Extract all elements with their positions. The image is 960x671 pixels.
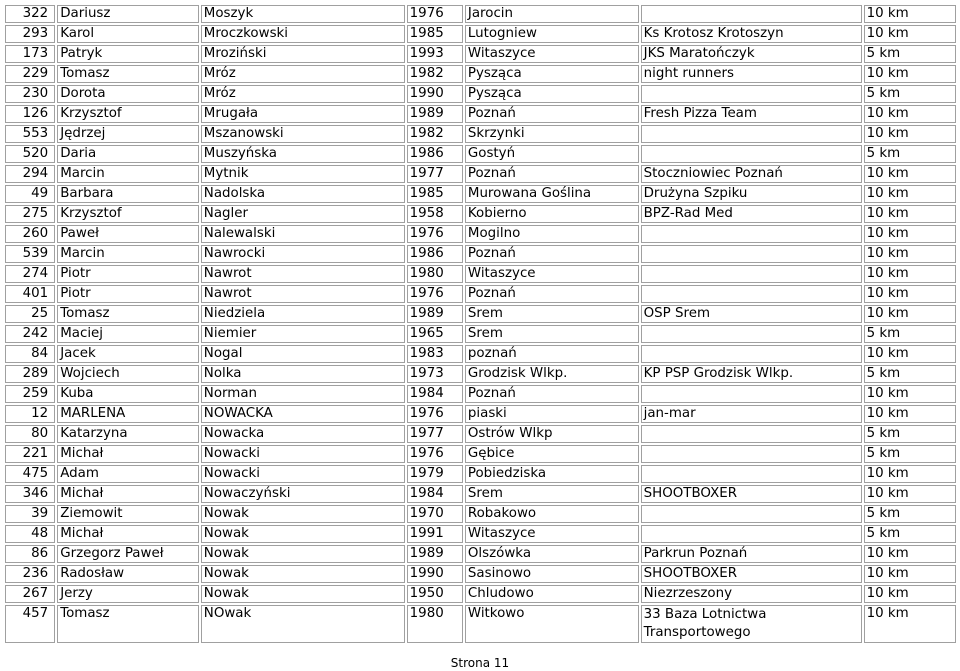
last-name-cell: Mytnik: [201, 165, 405, 183]
table-row: [5, 405, 956, 423]
table-row: [5, 65, 956, 83]
table-row: [5, 485, 956, 503]
table-row: [5, 225, 956, 243]
bib-number-cell: 242: [5, 325, 55, 343]
first-name-cell: Michał: [57, 485, 199, 503]
distance-cell: 10 km: [864, 225, 956, 243]
bib-number-cell: 322: [5, 5, 55, 23]
distance-cell: 10 km: [864, 105, 956, 123]
bib-number-cell: 39: [5, 505, 55, 523]
club-cell: Ks Krotosz Krotoszyn: [641, 25, 862, 43]
city-cell: Lutogniew: [465, 25, 639, 43]
first-name-cell: Patryk: [57, 45, 199, 63]
city-cell: Poznań: [465, 245, 639, 263]
club-cell: jan-mar: [641, 405, 862, 423]
first-name-cell: Karol: [57, 25, 199, 43]
city-cell: Witkowo: [465, 605, 639, 643]
table-row: [5, 605, 956, 643]
last-name-cell: Nowak: [201, 585, 405, 603]
birth-year-cell: 1976: [407, 5, 463, 23]
bib-number-cell: 80: [5, 425, 55, 443]
first-name-cell: Marcin: [57, 165, 199, 183]
last-name-cell: Nalewalski: [201, 225, 405, 243]
bib-number-cell: 229: [5, 65, 55, 83]
birth-year-cell: 1993: [407, 45, 463, 63]
club-cell: Parkrun Poznań: [641, 545, 862, 563]
club-cell: JKS Maratończyk: [641, 45, 862, 63]
city-cell: Śrem: [465, 305, 639, 323]
bib-number-cell: 126: [5, 105, 55, 123]
bib-number-cell: 475: [5, 465, 55, 483]
last-name-cell: Nogal: [201, 345, 405, 363]
bib-number-cell: 236: [5, 565, 55, 583]
first-name-cell: Grzegorz Paweł: [57, 545, 199, 563]
birth-year-cell: 1980: [407, 605, 463, 643]
club-cell: [641, 325, 862, 343]
city-cell: Witaszyce: [465, 45, 639, 63]
birth-year-cell: 1986: [407, 145, 463, 163]
table-row: [5, 165, 956, 183]
birth-year-cell: 1989: [407, 105, 463, 123]
table-row: [5, 425, 956, 443]
last-name-cell: Nadolska: [201, 185, 405, 203]
last-name-cell: Nowacki: [201, 465, 405, 483]
last-name-cell: Norman: [201, 385, 405, 403]
birth-year-cell: 1982: [407, 65, 463, 83]
club-cell: [641, 225, 862, 243]
bib-number-cell: 293: [5, 25, 55, 43]
distance-cell: 10 km: [864, 485, 956, 503]
city-cell: Śrem: [465, 485, 639, 503]
city-cell: Grodzisk Wlkp.: [465, 365, 639, 383]
birth-year-cell: 1984: [407, 385, 463, 403]
last-name-cell: Mroczkowski: [201, 25, 405, 43]
club-cell: [641, 265, 862, 283]
city-cell: Sasinowo: [465, 565, 639, 583]
club-cell: Niezrzeszony: [641, 585, 862, 603]
city-cell: Witaszyce: [465, 525, 639, 543]
city-cell: Śrem: [465, 325, 639, 343]
first-name-cell: Piotr: [57, 285, 199, 303]
distance-cell: 5 km: [864, 445, 956, 463]
birth-year-cell: 1985: [407, 185, 463, 203]
first-name-cell: Daria: [57, 145, 199, 163]
birth-year-cell: 1990: [407, 565, 463, 583]
birth-year-cell: 1950: [407, 585, 463, 603]
city-cell: Pobiedziska: [465, 465, 639, 483]
distance-cell: 10 km: [864, 285, 956, 303]
table-row: [5, 545, 956, 563]
birth-year-cell: 1979: [407, 465, 463, 483]
bib-number-cell: 520: [5, 145, 55, 163]
club-cell: [641, 85, 862, 103]
table-row: [5, 85, 956, 103]
city-cell: Poznań: [465, 165, 639, 183]
birth-year-cell: 1983: [407, 345, 463, 363]
birth-year-cell: 1976: [407, 225, 463, 243]
first-name-cell: Radosław: [57, 565, 199, 583]
first-name-cell: Paweł: [57, 225, 199, 243]
bib-number-cell: 259: [5, 385, 55, 403]
last-name-cell: NOWACKA: [201, 405, 405, 423]
birth-year-cell: 1986: [407, 245, 463, 263]
birth-year-cell: 1976: [407, 285, 463, 303]
distance-cell: 10 km: [864, 385, 956, 403]
distance-cell: 10 km: [864, 465, 956, 483]
first-name-cell: Jacek: [57, 345, 199, 363]
table-row: [5, 505, 956, 523]
first-name-cell: Maciej: [57, 325, 199, 343]
distance-cell: 10 km: [864, 25, 956, 43]
last-name-cell: Nagler: [201, 205, 405, 223]
bib-number-cell: 401: [5, 285, 55, 303]
club-cell: KP PSP Grodzisk Wlkp.: [641, 365, 862, 383]
first-name-cell: Kuba: [57, 385, 199, 403]
last-name-cell: Mroziński: [201, 45, 405, 63]
last-name-cell: Mróz: [201, 85, 405, 103]
last-name-cell: NOwak: [201, 605, 405, 643]
bib-number-cell: 48: [5, 525, 55, 543]
birth-year-cell: 1973: [407, 365, 463, 383]
first-name-cell: Jędrzej: [57, 125, 199, 143]
city-cell: Poznań: [465, 385, 639, 403]
city-cell: Ostrów Wlkp: [465, 425, 639, 443]
first-name-cell: Jerzy: [57, 585, 199, 603]
club-cell: [641, 145, 862, 163]
first-name-cell: Krzysztof: [57, 105, 199, 123]
club-cell: [641, 245, 862, 263]
club-cell: SHOOTBOXER: [641, 485, 862, 503]
club-cell: night runners: [641, 65, 862, 83]
table-row: [5, 325, 956, 343]
birth-year-cell: 1976: [407, 445, 463, 463]
city-cell: Poznań: [465, 105, 639, 123]
distance-cell: 10 km: [864, 65, 956, 83]
table-row: [5, 105, 956, 123]
bib-number-cell: 346: [5, 485, 55, 503]
birth-year-cell: 1980: [407, 265, 463, 283]
club-cell: [641, 125, 862, 143]
distance-cell: 5 km: [864, 145, 956, 163]
last-name-cell: Nowacka: [201, 425, 405, 443]
city-cell: Kobierno: [465, 205, 639, 223]
distance-cell: 10 km: [864, 605, 956, 643]
club-cell: Stoczniowiec Poznań: [641, 165, 862, 183]
table-row: [5, 265, 956, 283]
last-name-cell: Mszanowski: [201, 125, 405, 143]
city-cell: Jarocin: [465, 5, 639, 23]
first-name-cell: Tomasz: [57, 65, 199, 83]
birth-year-cell: 1958: [407, 205, 463, 223]
city-cell: Poznań: [465, 285, 639, 303]
table-row: [5, 525, 956, 543]
last-name-cell: Nowak: [201, 545, 405, 563]
last-name-cell: Nawrot: [201, 265, 405, 283]
club-cell: OSP Śrem: [641, 305, 862, 323]
last-name-cell: Nowaczyński: [201, 485, 405, 503]
distance-cell: 10 km: [864, 405, 956, 423]
birth-year-cell: 1965: [407, 325, 463, 343]
bib-number-cell: 553: [5, 125, 55, 143]
birth-year-cell: 1984: [407, 485, 463, 503]
first-name-cell: MARLENA: [57, 405, 199, 423]
last-name-cell: Mrugała: [201, 105, 405, 123]
city-cell: Olszówka: [465, 545, 639, 563]
bib-number-cell: 221: [5, 445, 55, 463]
birth-year-cell: 1977: [407, 425, 463, 443]
club-cell: [641, 505, 862, 523]
birth-year-cell: 1977: [407, 165, 463, 183]
table-row: [5, 5, 956, 23]
bib-number-cell: 49: [5, 185, 55, 203]
city-cell: Murowana Goślina: [465, 185, 639, 203]
birth-year-cell: 1990: [407, 85, 463, 103]
bib-number-cell: 25: [5, 305, 55, 323]
city-cell: Gębice: [465, 445, 639, 463]
first-name-cell: Ziemowit: [57, 505, 199, 523]
city-cell: Robakowo: [465, 505, 639, 523]
first-name-cell: Krzysztof: [57, 205, 199, 223]
distance-cell: 10 km: [864, 125, 956, 143]
last-name-cell: Mróz: [201, 65, 405, 83]
last-name-cell: Nowacki: [201, 445, 405, 463]
city-cell: Gostyń: [465, 145, 639, 163]
last-name-cell: Nawrocki: [201, 245, 405, 263]
city-cell: Skrzynki: [465, 125, 639, 143]
table-row: [5, 465, 956, 483]
club-cell: [641, 465, 862, 483]
first-name-cell: Tomasz: [57, 305, 199, 323]
table-row: [5, 245, 956, 263]
bib-number-cell: 260: [5, 225, 55, 243]
table-row: [5, 205, 956, 223]
club-cell: [641, 385, 862, 403]
last-name-cell: Nawrot: [201, 285, 405, 303]
city-cell: Chludowo: [465, 585, 639, 603]
bib-number-cell: 267: [5, 585, 55, 603]
first-name-cell: Dariusz: [57, 5, 199, 23]
table-row: [5, 25, 956, 43]
distance-cell: 10 km: [864, 165, 956, 183]
club-cell: Drużyna Szpiku: [641, 185, 862, 203]
city-cell: poznań: [465, 345, 639, 363]
distance-cell: 10 km: [864, 305, 956, 323]
bib-number-cell: 274: [5, 265, 55, 283]
last-name-cell: Nowak: [201, 525, 405, 543]
distance-cell: 5 km: [864, 525, 956, 543]
distance-cell: 5 km: [864, 505, 956, 523]
table-row: [5, 185, 956, 203]
distance-cell: 5 km: [864, 85, 956, 103]
distance-cell: 10 km: [864, 565, 956, 583]
distance-cell: 10 km: [864, 185, 956, 203]
table-row: [5, 365, 956, 383]
distance-cell: 5 km: [864, 425, 956, 443]
birth-year-cell: 1989: [407, 545, 463, 563]
distance-cell: 5 km: [864, 325, 956, 343]
bib-number-cell: 294: [5, 165, 55, 183]
last-name-cell: Nowak: [201, 505, 405, 523]
table-row: [5, 385, 956, 403]
birth-year-cell: 1982: [407, 125, 463, 143]
table-row: [5, 45, 956, 63]
last-name-cell: Niemier: [201, 325, 405, 343]
bib-number-cell: 230: [5, 85, 55, 103]
club-cell: [641, 525, 862, 543]
bib-number-cell: 539: [5, 245, 55, 263]
results-table: [3, 3, 958, 645]
birth-year-cell: 1970: [407, 505, 463, 523]
table-row: [5, 565, 956, 583]
last-name-cell: Moszyk: [201, 5, 405, 23]
distance-cell: 10 km: [864, 245, 956, 263]
club-cell: BPZ-Rad Med: [641, 205, 862, 223]
birth-year-cell: 1985: [407, 25, 463, 43]
distance-cell: 10 km: [864, 205, 956, 223]
first-name-cell: Piotr: [57, 265, 199, 283]
bib-number-cell: 173: [5, 45, 55, 63]
birth-year-cell: 1976: [407, 405, 463, 423]
distance-cell: 10 km: [864, 545, 956, 563]
club-cell: [641, 425, 862, 443]
birth-year-cell: 1989: [407, 305, 463, 323]
city-cell: Mogilno: [465, 225, 639, 243]
distance-cell: 10 km: [864, 265, 956, 283]
distance-cell: 10 km: [864, 585, 956, 603]
distance-cell: 5 km: [864, 365, 956, 383]
first-name-cell: Dorota: [57, 85, 199, 103]
club-cell: [641, 285, 862, 303]
bib-number-cell: 457: [5, 605, 55, 643]
bib-number-cell: 289: [5, 365, 55, 383]
distance-cell: 5 km: [864, 45, 956, 63]
first-name-cell: Katarzyna: [57, 425, 199, 443]
last-name-cell: Nowak: [201, 565, 405, 583]
first-name-cell: Tomasz: [57, 605, 199, 643]
city-cell: piaski: [465, 405, 639, 423]
first-name-cell: Michał: [57, 525, 199, 543]
distance-cell: 10 km: [864, 5, 956, 23]
last-name-cell: Muszyńska: [201, 145, 405, 163]
club-cell: 33 Baza Lotnictwa Transportowego: [641, 605, 862, 643]
bib-number-cell: 12: [5, 405, 55, 423]
first-name-cell: Marcin: [57, 245, 199, 263]
city-cell: Pysząca: [465, 65, 639, 83]
distance-cell: 10 km: [864, 345, 956, 363]
last-name-cell: Nolka: [201, 365, 405, 383]
last-name-cell: Niedziela: [201, 305, 405, 323]
bib-number-cell: 86: [5, 545, 55, 563]
club-cell: [641, 445, 862, 463]
first-name-cell: Barbara: [57, 185, 199, 203]
table-row: [5, 125, 956, 143]
club-cell: Fresh Pizza Team: [641, 105, 862, 123]
first-name-cell: Adam: [57, 465, 199, 483]
page-number: Strona 11: [450, 656, 510, 670]
bib-number-cell: 84: [5, 345, 55, 363]
first-name-cell: Wojciech: [57, 365, 199, 383]
city-cell: Pysząca: [465, 85, 639, 103]
club-cell: [641, 345, 862, 363]
table-row: [5, 585, 956, 603]
table-row: [5, 145, 956, 163]
city-cell: Witaszyce: [465, 265, 639, 283]
bib-number-cell: 275: [5, 205, 55, 223]
club-cell: [641, 5, 862, 23]
table-row: [5, 445, 956, 463]
first-name-cell: Michał: [57, 445, 199, 463]
club-cell: SHOOTBOXER: [641, 565, 862, 583]
table-row: [5, 305, 956, 323]
table-row: [5, 345, 956, 363]
table-row: [5, 285, 956, 303]
birth-year-cell: 1991: [407, 525, 463, 543]
